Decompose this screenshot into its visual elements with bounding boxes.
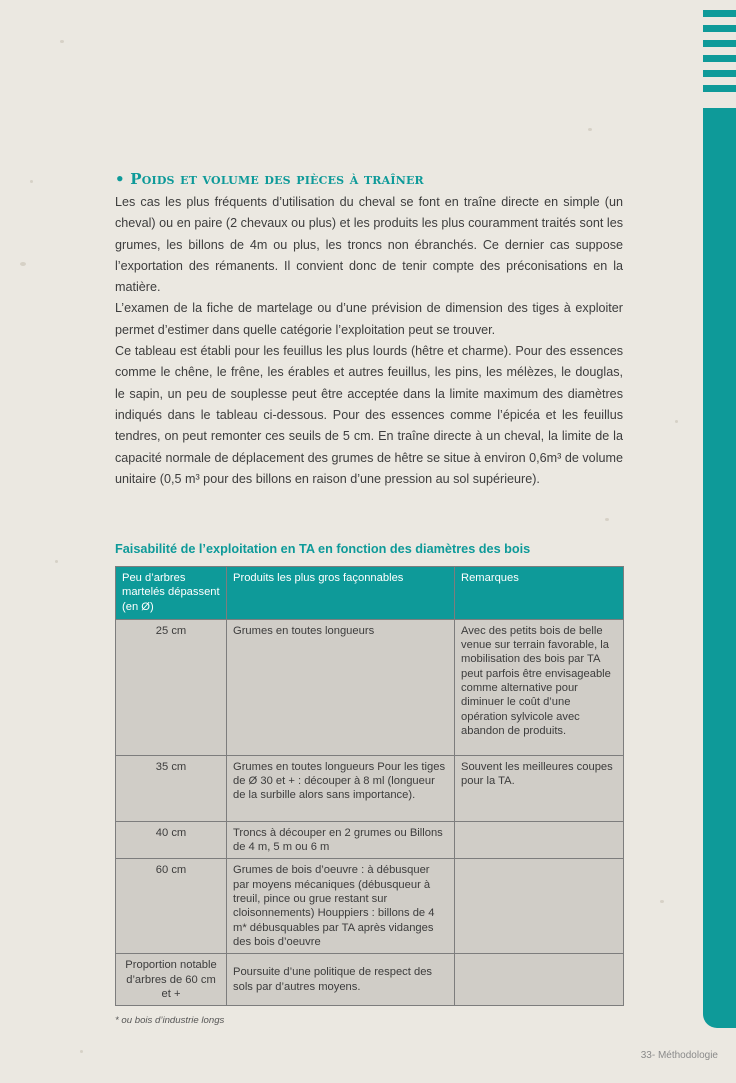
paper-speck bbox=[80, 1050, 83, 1053]
table-row bbox=[116, 954, 624, 1006]
table-cell-remarks bbox=[455, 859, 624, 954]
paper-speck bbox=[20, 262, 26, 266]
teal-side-band bbox=[703, 108, 736, 1028]
page-footer: 33- Méthodologie bbox=[640, 1050, 718, 1061]
table-header-row bbox=[116, 567, 624, 620]
table-row bbox=[116, 619, 624, 755]
section-title: • Poids et volume des pièces à traîner bbox=[115, 170, 424, 188]
table-cell-remarks bbox=[455, 954, 624, 1006]
paper-speck bbox=[60, 40, 64, 43]
table-row bbox=[116, 859, 624, 954]
paper-speck bbox=[588, 128, 592, 131]
table-cell-diameter: Proportion notable d’arbres de 60 cm et + bbox=[116, 954, 227, 1006]
table-cell-diameter: 35 cm bbox=[116, 755, 227, 821]
table-cell-products: Grumes en toutes longueurs Pour les tiges de Ø 30 et + : découper à 8 ml (longueur de la surbille alors sans importance). bbox=[227, 755, 455, 821]
paragraph: Les cas les plus fréquents d’utilisation du cheval se font en traîne directe en simple (un cheval) ou en paire (2 chevaux ou plus) et les produits les plus couramment traités sont les grumes, les billons de 4m ou plus, les troncs non ébranchés. Ce dernier cas suppose l’exportation des rémanents. Il convient donc de tenir compte des préconisations en la matière. bbox=[115, 195, 623, 295]
table-cell-products: Grumes en toutes longueurs bbox=[227, 619, 455, 755]
table-caption: Faisabilité de l’exploitation en TA en fonction des diamètres des bois bbox=[115, 542, 531, 556]
table-cell-remarks bbox=[455, 821, 624, 859]
table-cell-diameter: 60 cm bbox=[116, 859, 227, 954]
column-header: Produits les plus gros façonnables bbox=[227, 567, 455, 620]
table-row bbox=[116, 821, 624, 859]
column-header: Peu d’arbres martelés dépassent (en Ø) bbox=[116, 567, 227, 620]
table-row bbox=[116, 755, 624, 821]
paper-speck bbox=[660, 900, 664, 903]
paragraph: Ce tableau est établi pour les feuillus les plus lourds (hêtre et charme). Pour des essences comme le chêne, le frêne, les érables et autres feuillus, les pins, les mélèzes, le douglas, le sapin, un peu de souplesse peut être acceptée dans la limite maximum des diamètres indiqués dans le tableau ci-dessous. Pour des essences comme l’épicéa et les feuillus tendres, on peut remonter ces seuils de 5 cm. En traîne directe à un cheval, la limite de la capacité normale de déplacement des grumes de hêtre se situe à environ 0,6m³ de volume unitaire (0,5 m³ pour des billons en raison d’une pression au sol supérieure). bbox=[115, 344, 623, 486]
table-cell-products: Grumes de bois d’oeuvre : à débusquer par moyens mécaniques (débusqueur à treuil, pince ou grue restant sur cloisonnements) Houppiers : billons de 4 m* débusquables par TA après vidanges des bois d’oeuvre bbox=[227, 859, 455, 954]
paragraph: L’examen de la fiche de martelage ou d’une prévision de dimension des tiges à exploiter permet d’estimer dans quelle catégorie l’exploitation peut se trouver. bbox=[115, 301, 623, 337]
body-text bbox=[115, 192, 623, 490]
table-cell-remarks: Avec des petits bois de belle venue sur terrain favorable, la mobilisation des bois par TA peut parfois être envisageable comme alternative pour diminuer le coût d’une opération sylvicole avec abandon de produits. bbox=[455, 619, 624, 755]
paper-speck bbox=[605, 518, 609, 521]
table-cell-products: Troncs à découper en 2 grumes ou Billons de 4 m, 5 m ou 6 m bbox=[227, 821, 455, 859]
paper-speck bbox=[55, 560, 58, 563]
table-cell-diameter: 40 cm bbox=[116, 821, 227, 859]
table-cell-remarks: Souvent les meilleures coupes pour la TA. bbox=[455, 755, 624, 821]
column-header: Remarques bbox=[455, 567, 624, 620]
paper-speck bbox=[675, 420, 678, 423]
table-cell-diameter: 25 cm bbox=[116, 619, 227, 755]
paper-speck bbox=[30, 180, 33, 183]
table-cell-products: Poursuite d’une politique de respect des sols par d’autres moyens. bbox=[227, 954, 455, 1006]
feasibility-table bbox=[115, 566, 624, 1006]
teal-stripe-decoration bbox=[703, 0, 736, 100]
footnote: * ou bois d’industrie longs bbox=[115, 1015, 225, 1026]
